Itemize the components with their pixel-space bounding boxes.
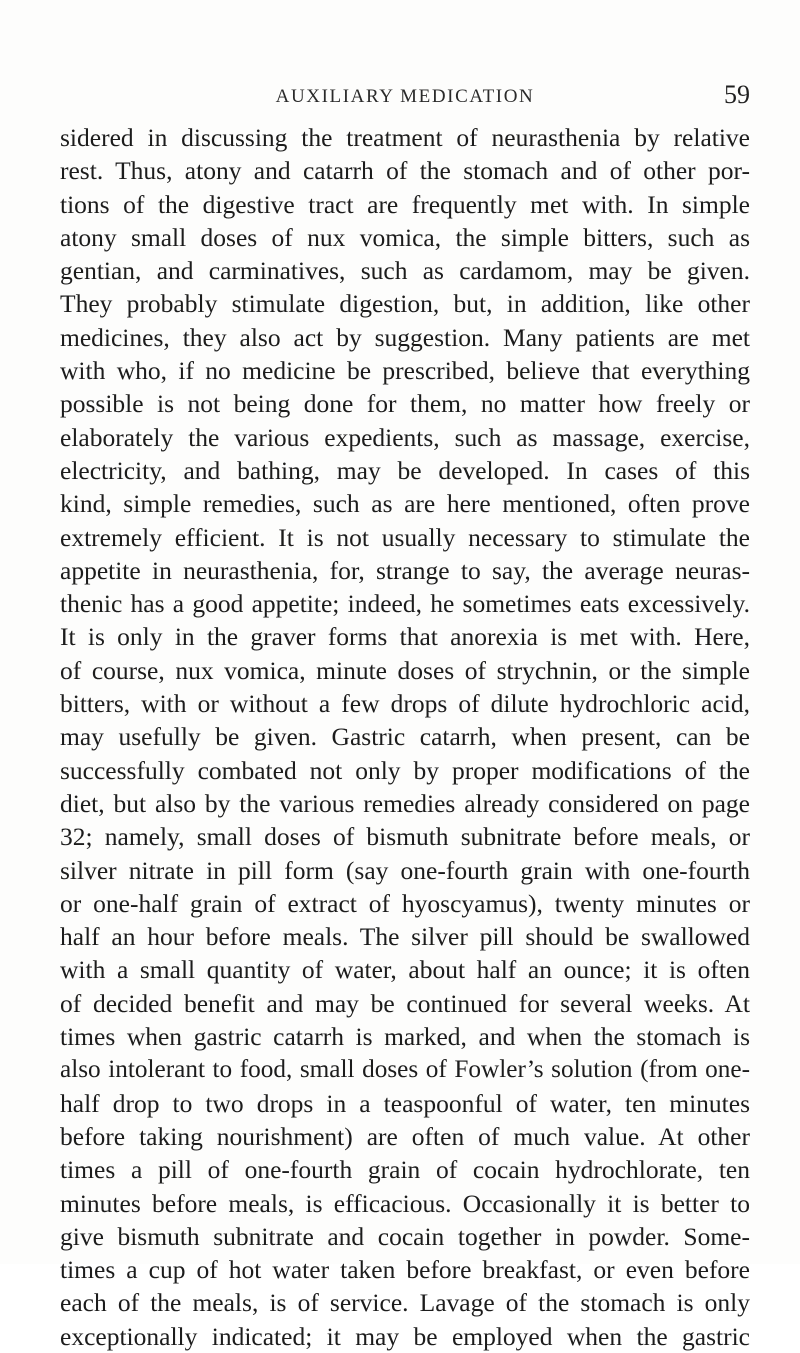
text-line: of decided benefit and may be continued for several weeks. At xyxy=(60,988,750,1018)
page-number: 59 xyxy=(724,80,750,109)
text-line: sidered in discussing the treatment of neurasthenia by relative xyxy=(60,123,750,152)
text-line: rest. Thus, atony and catarrh of the stomach and of other por- xyxy=(60,156,750,186)
text-line: may usefully be given. Gastric catarrh, when present, can be xyxy=(60,722,750,752)
text-line: minutes before meals, is efficacious. Occasionally it is better to xyxy=(60,1188,750,1218)
text-line: appetite in neurasthenia, for, strange to say, the average neuras- xyxy=(60,555,750,585)
text-line: extremely efficient. It is not usually necessary to stimulate the xyxy=(60,522,750,552)
text-line: times when gastric catarrh is marked, and when the stomach is xyxy=(60,1022,750,1052)
text-line: medicines, they also act by suggestion. Many patients are met xyxy=(60,322,750,352)
text-line: atony small doses of nux vomica, the simple bitters, such as xyxy=(60,222,750,252)
text-line: give bismuth subnitrate and cocain together in powder. Some- xyxy=(60,1221,750,1251)
text-line: It is only in the graver forms that anorexia is met with. Here, xyxy=(60,622,750,652)
text-line: tions of the digestive tract are frequently met with. In simple xyxy=(60,189,750,219)
text-line: possible is not being done for them, no matter how freely or xyxy=(60,389,750,419)
text-line: diet, but also by the various remedies already considered on page xyxy=(60,788,750,818)
text-line: half drop to two drops in a teaspoonful of water, ten minutes xyxy=(60,1088,750,1118)
text-line: kind, simple remedies, such as are here mentioned, often prove xyxy=(60,489,750,519)
text-line: electricity, and bathing, may be developed. In cases of this xyxy=(60,455,750,485)
text-line: each of the meals, is of service. Lavage of the stomach is only xyxy=(60,1288,750,1318)
body-paragraph xyxy=(60,121,750,1353)
text-line: also intolerant to food, small doses of Fowler’s solution (from one- xyxy=(60,1055,750,1084)
text-line: with who, if no medicine be prescribed, believe that everything xyxy=(60,356,750,386)
text-line: bitters, with or without a few drops of dilute hydrochloric acid, xyxy=(60,689,750,719)
text-line: 32; namely, small doses of bismuth subnitrate before meals, or xyxy=(60,822,750,852)
text-line: times a pill of one-fourth grain of cocain hydrochlorate, ten xyxy=(60,1155,750,1185)
text-line: before taking nourishment) are often of much value. At other xyxy=(60,1121,750,1151)
running-title: AUXILIARY MEDICATION xyxy=(275,86,535,107)
text-line: exceptionally indicated; it may be employed when the gastric xyxy=(60,1321,750,1351)
text-line: half an hour before meals. The silver pill should be swallowed xyxy=(60,922,750,952)
running-head xyxy=(60,80,750,114)
text-line: of course, nux vomica, minute doses of strychnin, or the simple xyxy=(60,655,750,685)
text-line: They probably stimulate digestion, but, in addition, like other xyxy=(60,289,750,319)
text-line: thenic has a good appetite; indeed, he sometimes eats excessively. xyxy=(60,589,750,619)
text-line: successfully combated not only by proper modifications of the xyxy=(60,755,750,785)
text-line: elaborately the various expedients, such as massage, exercise, xyxy=(60,422,750,452)
text-line: silver nitrate in pill form (say one-fourth grain with one-fourth xyxy=(60,855,750,885)
text-line: with a small quantity of water, about half an ounce; it is often xyxy=(60,955,750,985)
text-line: gentian, and carminatives, such as cardamom, may be given. xyxy=(60,256,750,286)
text-line: or one-half grain of extract of hyoscyamus), twenty minutes or xyxy=(60,888,750,918)
text-line: times a cup of hot water taken before breakfast, or even before xyxy=(60,1255,750,1285)
